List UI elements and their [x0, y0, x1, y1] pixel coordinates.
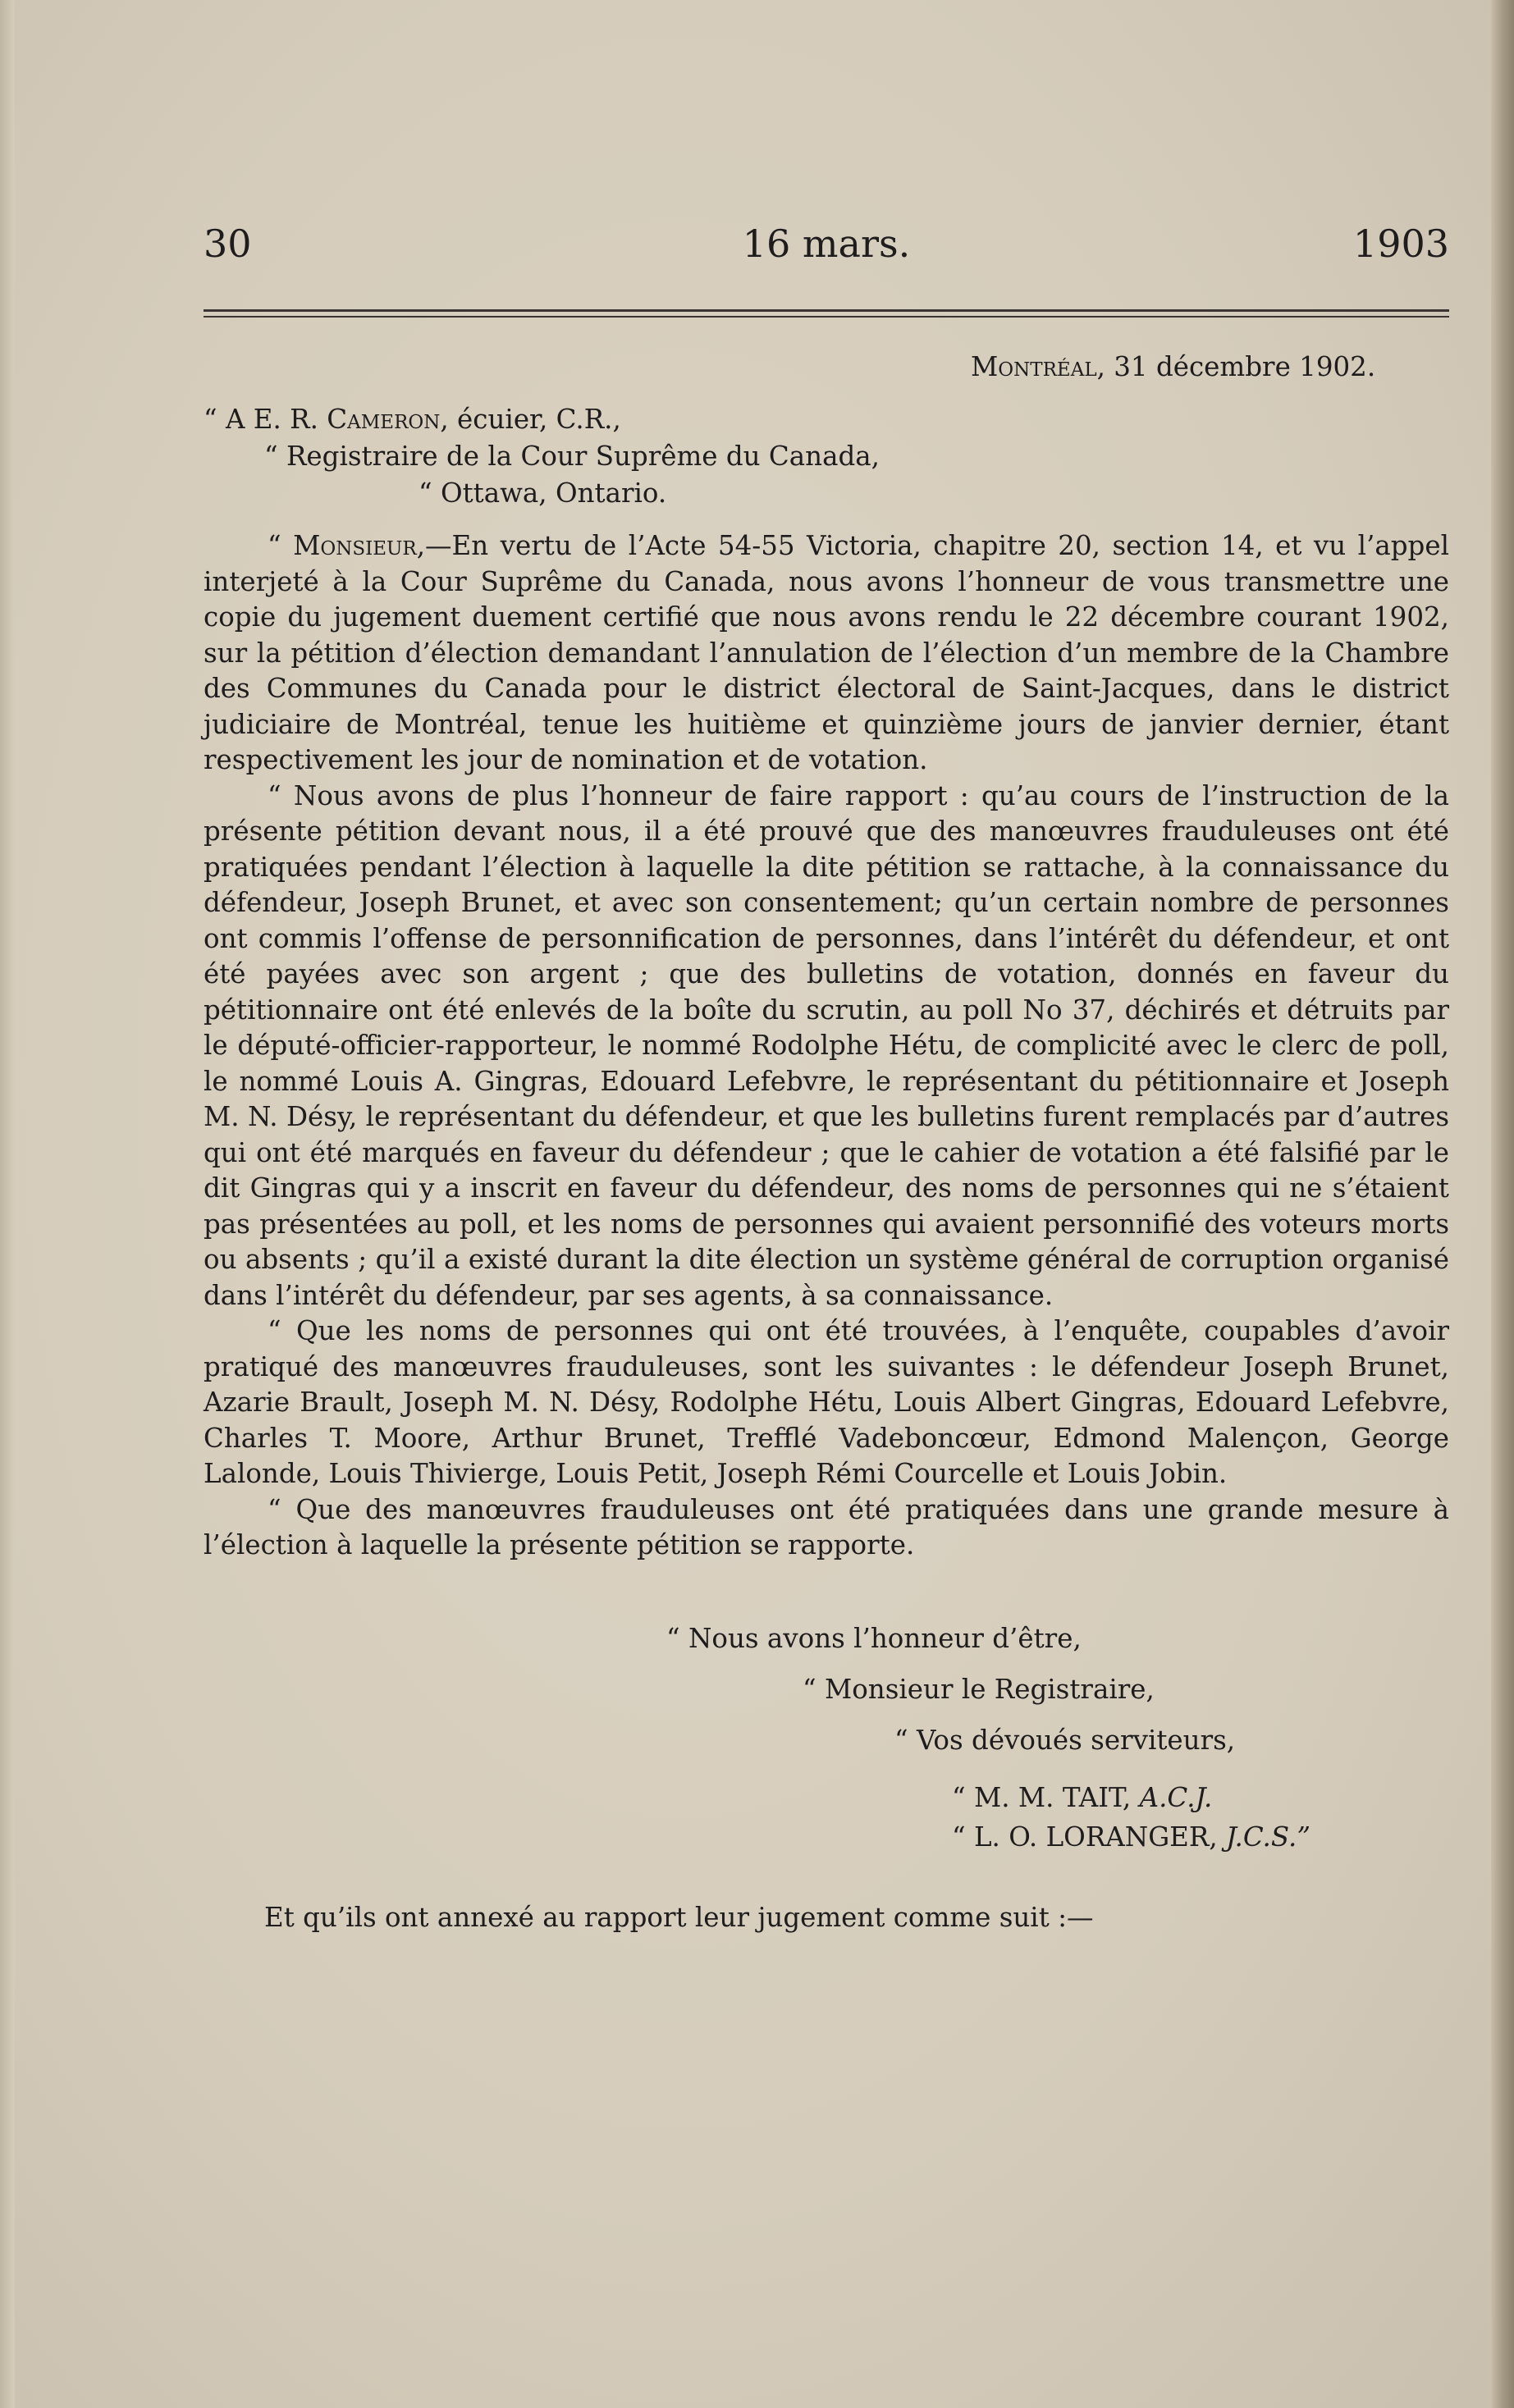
paragraph-1	[204, 528, 1449, 779]
addressee-line-1	[204, 402, 621, 438]
addressee-prefix: “ A E. R.	[204, 404, 327, 435]
signature-1	[952, 1782, 1212, 1813]
salutation: Monsieur	[293, 530, 417, 561]
letter-dateline	[971, 350, 1375, 386]
closing-line-2: “ Monsieur le Registraire,	[803, 1674, 1155, 1705]
signature-2	[952, 1821, 1310, 1853]
letter-date: , 31 décembre 1902.	[1096, 351, 1376, 382]
signature-1-name: “ M. M. TAIT,	[952, 1782, 1140, 1813]
letter-body	[204, 528, 1449, 1564]
page-left-edge	[0, 0, 15, 2408]
page-number: 30	[204, 222, 252, 266]
header-rule-bottom	[204, 316, 1449, 318]
paragraph-4: “ Que des manœuvres frauduleuses ont été pratiquées dans une grande mesure à l’élection à laquelle la présente pétition se rapporte.	[204, 1493, 1449, 1560]
header-year: 1903	[1352, 222, 1449, 266]
running-header	[204, 222, 1449, 271]
closing-line-1: “ Nous avons l’honneur d’être,	[666, 1623, 1082, 1654]
final-line: Et qu’ils ont annexé au rapport leur jugement comme suit :—	[264, 1902, 1094, 1933]
addressee-suffix: , écuier, C.R.,	[440, 404, 621, 435]
addressee-name: Cameron	[327, 404, 441, 435]
header-rule-top	[204, 309, 1449, 312]
addressee-line-3: “ Ottawa, Ontario.	[419, 477, 667, 509]
page-right-edge	[1491, 0, 1514, 2408]
closing-line-3: “ Vos dévoués serviteurs,	[894, 1725, 1236, 1756]
signature-1-title: A.C.J.	[1139, 1782, 1213, 1813]
place-name: Montréal	[971, 351, 1097, 382]
header-date: 16 mars.	[742, 222, 911, 266]
salutation-prefix: “	[268, 530, 294, 561]
paragraph-2: “ Nous avons de plus l’honneur de faire rapport : qu’au cours de l’instruction de la présente pétition devant nous, il a été prouvé que des manœuvres frauduleuses ont été pratiquées pendant l’élection à laquelle la dite pétition se rattache, à la connaissance du défendeur, Joseph Brunet, et avec son consentement; qu’un certain nombre de personnes ont commis l’offense de personnification de personnes, dans l’intérêt du défendeur, et ont été payées avec son argent ; que des bulletins de votation, donnés en faveur du pétitionnaire ont été enlevés de la boîte du scrutin, au poll No 37, déchirés et détruits par le député-officier-rapporteur, le nommé Rodolphe Hétu, de complicité avec le clerc de poll, le nommé Louis A. Gingras, Edouard Lefebvre, le représentant du pétitionnaire et Joseph M. N. Désy, le représentant du défendeur, et que les bulletins furent remplacés par d’autres qui ont été marqués en faveur du défendeur ; que le cahier de votation a été falsifié par le dit Gingras qui y a inscrit en faveur du défendeur, des noms de personnes qui ne s’étaient pas présentées au poll, et les noms de personnes qui avaient personnifié des voteurs morts ou absents ; qu’il a existé durant la dite élection un système général de corruption organisé dans l’intérêt du défendeur, par ses agents, à sa connaissance.	[204, 779, 1449, 1311]
addressee-line-2: “ Registraire de la Cour Suprême du Canada,	[264, 441, 880, 472]
signature-2-title: J.C.S.”	[1226, 1821, 1310, 1853]
paragraph-3: “ Que les noms de personnes qui ont été trouvées, à l’enquête, coupables d’avoir pratiqué des manœuvres frauduleuses, sont les suivantes : le défendeur Joseph Brunet, Azarie Brault, Joseph M. N. Désy, Rodolphe Hétu, Louis Albert Gingras, Edouard Lefebvre, Charles T. Moore, Arthur Brunet, Trefflé Vadeboncœur, Edmond Malençon, George Lalonde, Louis Thivierge, Louis Petit, Joseph Rémi Courcelle et Louis Jobin.	[204, 1315, 1449, 1489]
signature-2-name: “ L. O. LORANGER,	[952, 1821, 1227, 1853]
paragraph-1-text: ,—En vertu de l’Acte 54-55 Victoria, chapitre 20, section 14, et vu l’appel interjeté à la Cour Suprême du Canada, nous avons l’honneur de vous transmettre une copie du jugement duement certifié que nous avons rendu le 22 décembre courant 1902, sur la pétition d’élection demandant l’annulation de l’élection d’un membre de la Chambre des Communes du Canada pour le district électoral de Saint-Jacques, dans le district judiciaire de Montréal, tenue les huitième et quinzième jours de janvier dernier, étant respectivement les jour de nomination et de votation.	[204, 530, 1449, 775]
